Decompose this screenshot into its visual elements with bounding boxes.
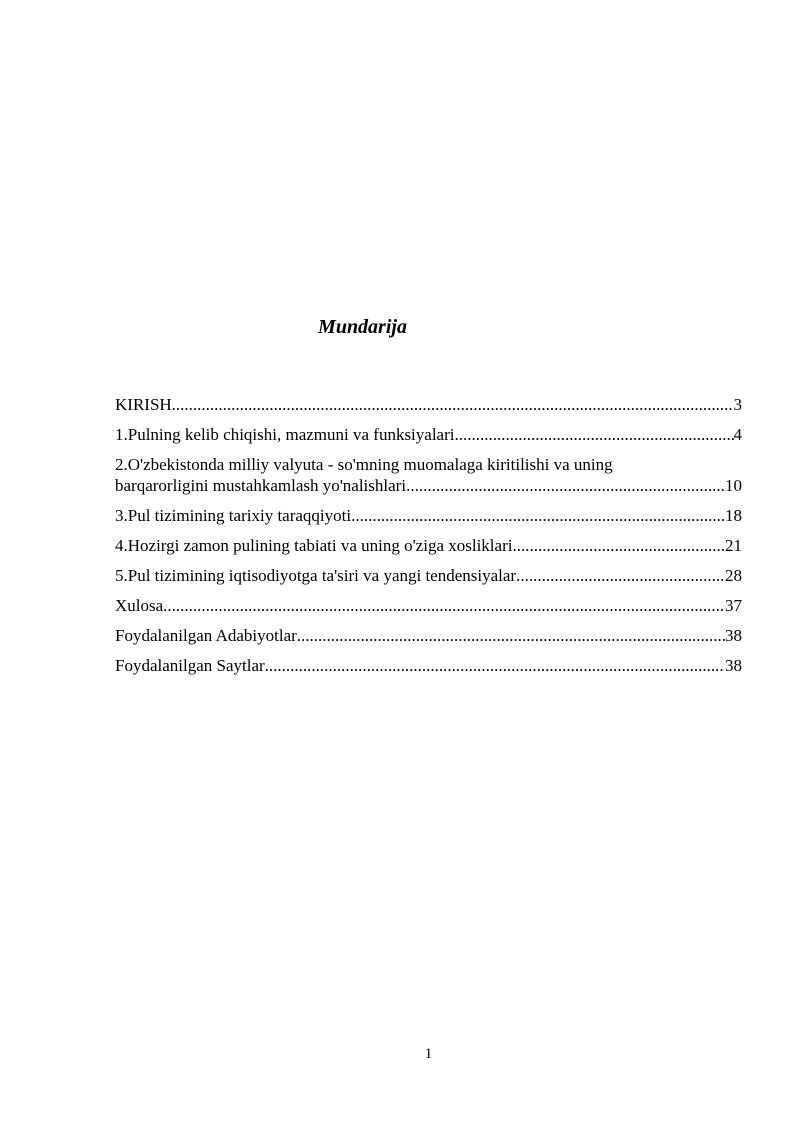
dot-leader: [454, 424, 733, 445]
toc-entry-text: Foydalanilgan Adabiyotlar: [115, 626, 297, 645]
toc-entry-text: Xulosa: [115, 596, 164, 615]
page-number: 1: [424, 1046, 433, 1062]
toc-entry-text: 3.Pul tizimining tarixiy taraqqiyoti: [115, 506, 352, 525]
toc-page-number: 37: [725, 596, 742, 615]
toc-page-number: 38: [725, 656, 742, 675]
dot-leader: [265, 655, 725, 676]
toc-page-number: 38: [725, 626, 742, 645]
dot-leader: [163, 595, 725, 616]
toc-page-number: 3: [733, 395, 742, 414]
toc-entry-1[interactable]: [115, 424, 742, 445]
dot-leader: [297, 625, 725, 646]
dot-leader: [516, 565, 725, 586]
page-title: Mundarija: [318, 316, 407, 338]
toc-entry-text-line1: 2.O'zbekistonda milliy valyuta - so'mning muomalaga kiritilishi va uning: [115, 455, 613, 474]
toc-entry-adabiyotlar[interactable]: [115, 625, 742, 646]
toc-entry-4[interactable]: [115, 535, 742, 556]
toc-entry-2[interactable]: [115, 454, 742, 496]
toc-page-number: 21: [725, 536, 742, 555]
toc-entry-3[interactable]: [115, 505, 742, 526]
table-of-contents: [115, 394, 742, 685]
toc-page-number: 10: [725, 476, 742, 495]
toc-entry-text: KIRISH: [115, 395, 172, 414]
dot-leader: [512, 535, 725, 556]
toc-entry-text: Foydalanilgan Saytlar: [115, 656, 265, 675]
dot-leader: [172, 394, 734, 415]
toc-entry-text: 1.Pulning kelib chiqishi, mazmuni va funksiyalari: [115, 425, 455, 444]
toc-entry-text: 5.Pul tizimining iqtisodiyotga ta'siri va yangi tendensiyalar: [115, 566, 517, 585]
toc-entry-xulosa[interactable]: [115, 595, 742, 616]
toc-page-number: 18: [725, 506, 742, 525]
dot-leader: [406, 475, 725, 496]
toc-page-number: 4: [733, 425, 742, 444]
dot-leader: [351, 505, 725, 526]
toc-entry-5[interactable]: [115, 565, 742, 586]
toc-entry-kirish[interactable]: [115, 394, 742, 415]
toc-entry-saytlar[interactable]: [115, 655, 742, 676]
toc-page-number: 28: [725, 566, 742, 585]
toc-entry-text: 4.Hozirgi zamon pulining tabiati va uning o'ziga xosliklari: [115, 536, 513, 555]
toc-entry-text: barqarorligini mustahkamlash yo'nalishlari: [115, 476, 407, 495]
